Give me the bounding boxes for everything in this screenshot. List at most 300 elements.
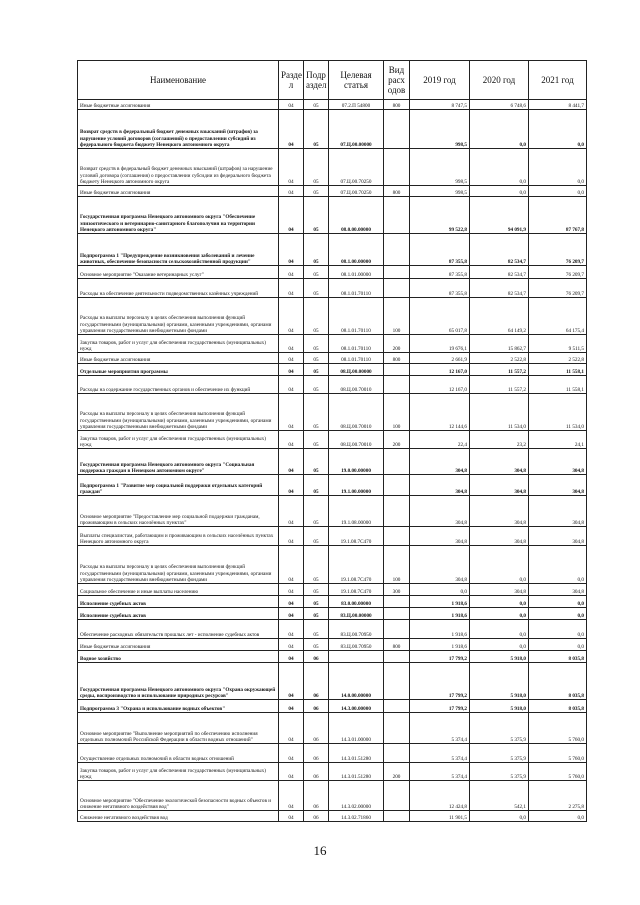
table-cell-podrazdel: 05 xyxy=(304,449,329,475)
table-cell-name: Основное мероприятие "Оказание ветеринарных услуг" xyxy=(78,266,279,279)
table-cell-razdel: 04 xyxy=(279,394,304,431)
table-cell-target-article: 07.Ц.00.00000 xyxy=(329,110,384,149)
table-cell-2020: 0,0 xyxy=(470,639,529,651)
table-cell-razdel: 04 xyxy=(279,527,304,546)
table-cell-2021: 0,0 xyxy=(529,546,587,584)
table-cell-expense-type xyxy=(384,364,410,376)
table-cell-2020: 304,8 xyxy=(470,527,529,546)
table-cell-razdel: 04 xyxy=(279,149,304,186)
table-cell-2019: 5 374,4 xyxy=(410,763,470,781)
table-row xyxy=(78,335,587,353)
table-cell-2019: 87 355,8 xyxy=(410,279,470,298)
table-cell-expense-type xyxy=(384,496,410,527)
table-cell-target-article: 08.1.00.00000 xyxy=(329,234,384,266)
table-cell-podrazdel: 05 xyxy=(304,608,329,620)
table-row xyxy=(78,744,587,763)
table-cell-podrazdel: 05 xyxy=(304,110,329,149)
table-cell-expense-type xyxy=(384,596,410,608)
table-cell-razdel: 04 xyxy=(279,596,304,608)
table-row xyxy=(78,475,587,496)
table-cell-2021: 76 209,7 xyxy=(529,279,587,298)
table-cell-2021: 5 760,0 xyxy=(529,763,587,781)
table-cell-podrazdel: 05 xyxy=(304,100,329,110)
table-cell-expense-type xyxy=(384,811,410,822)
table-row xyxy=(78,608,587,620)
table-cell-podrazdel: 05 xyxy=(304,353,329,364)
table-cell-podrazdel: 06 xyxy=(304,651,329,663)
table-cell-razdel: 04 xyxy=(279,475,304,496)
table-cell-podrazdel: 05 xyxy=(304,546,329,584)
table-cell-2021: 76 209,7 xyxy=(529,234,587,266)
table-cell-2019: 17 799,2 xyxy=(410,651,470,663)
table-row xyxy=(78,546,587,584)
table-cell-2021: 0,0 xyxy=(529,620,587,639)
table-cell-podrazdel: 05 xyxy=(304,584,329,596)
table-cell-2019: 12 144,6 xyxy=(410,394,470,431)
table-cell-target-article: 14.3.02.00000 xyxy=(329,781,384,811)
table-row xyxy=(78,353,587,364)
table-cell-target-article: 08.1.01.70110 xyxy=(329,279,384,298)
table-cell-expense-type: 200 xyxy=(384,335,410,353)
table-cell-target-article: 83.Ц.00.70950 xyxy=(329,620,384,639)
table-cell-razdel: 04 xyxy=(279,584,304,596)
table-cell-name: Закупка товаров, работ и услуг для обеспечения государственных (муниципальных) нужд xyxy=(78,335,279,353)
table-cell-podrazdel: 06 xyxy=(304,763,329,781)
table-cell-2019: 1 918,6 xyxy=(410,620,470,639)
table-cell-2021: 76 209,7 xyxy=(529,266,587,279)
table-cell-razdel: 04 xyxy=(279,651,304,663)
table-row xyxy=(78,596,587,608)
table-cell-2019: 1 918,6 xyxy=(410,608,470,620)
table-cell-podrazdel: 05 xyxy=(304,364,329,376)
table-cell-2020: 0,0 xyxy=(470,110,529,149)
table-cell-2020: 0,0 xyxy=(470,608,529,620)
table-cell-podrazdel: 05 xyxy=(304,394,329,431)
table-cell-expense-type xyxy=(384,663,410,700)
table-cell-2021: 0,0 xyxy=(529,596,587,608)
table-cell-2019: 5 374,4 xyxy=(410,744,470,763)
table-cell-name: Расходы на обеспечение деятельности подведомственных казённых учреждений xyxy=(78,279,279,298)
table-cell-razdel: 04 xyxy=(279,639,304,651)
table-cell-2020: 0,0 xyxy=(470,546,529,584)
table-cell-razdel: 04 xyxy=(279,713,304,744)
table-row xyxy=(78,620,587,639)
table-cell-target-article: 14.0.00.00000 xyxy=(329,663,384,700)
table-cell-razdel: 04 xyxy=(279,546,304,584)
table-cell-name: Государственная программа Ненецкого автономного округа "Социальная поддержка граждан в Ненецком автономном округе" xyxy=(78,449,279,475)
table-cell-2020: 94 091,9 xyxy=(470,197,529,234)
table-cell-2021: 0,0 xyxy=(529,608,587,620)
table-cell-expense-type: 800 xyxy=(384,100,410,110)
table-cell-2021: 8 035,8 xyxy=(529,700,587,713)
table-cell-target-article: 83.0.00.00000 xyxy=(329,596,384,608)
table-cell-2020: 15 862,7 xyxy=(470,335,529,353)
table-cell-name: Отдельные мероприятия программы xyxy=(78,364,279,376)
table-cell-name: Иные бюджетные ассигнования xyxy=(78,100,279,110)
table-cell-2019: 87 355,8 xyxy=(410,234,470,266)
table-cell-name: Исполнение судебных актов xyxy=(78,596,279,608)
table-cell-podrazdel: 05 xyxy=(304,620,329,639)
budget-table-sheet xyxy=(77,60,586,822)
table-row xyxy=(78,527,587,546)
table-cell-target-article: 08.Ц.00.70010 xyxy=(329,376,384,394)
table-cell-podrazdel: 05 xyxy=(304,596,329,608)
table-cell-2019: 17 799,2 xyxy=(410,700,470,713)
table-cell-2021: 0,0 xyxy=(529,811,587,822)
table-cell-target-article: 08.1.01.70110 xyxy=(329,335,384,353)
table-cell-razdel: 04 xyxy=(279,376,304,394)
table-cell-target-article: 14.3.02.71860 xyxy=(329,811,384,822)
table-cell-2019: 304,8 xyxy=(410,527,470,546)
header-2021: 2021 год xyxy=(529,61,587,100)
table-cell-razdel: 04 xyxy=(279,431,304,449)
table-cell-2020: 82 534,7 xyxy=(470,266,529,279)
table-cell-2020: 304,8 xyxy=(470,475,529,496)
table-cell-podrazdel: 06 xyxy=(304,663,329,700)
table-cell-name: Выплаты специалистам, работающим и проживающим в сельских населённых пунктах Ненецкого автономного округа xyxy=(78,527,279,546)
table-cell-podrazdel: 05 xyxy=(304,234,329,266)
table-cell-razdel: 04 xyxy=(279,781,304,811)
table-cell-razdel: 04 xyxy=(279,663,304,700)
table-cell-target-article: 83.Ц.00.00000 xyxy=(329,608,384,620)
table-cell-target-article: 14.3.00.00000 xyxy=(329,700,384,713)
table-cell-name: Основное мероприятие "Обеспечение экологической безопасности водных объектов и снижение негативного воздействия вод" xyxy=(78,781,279,811)
table-row xyxy=(78,394,587,431)
table-cell-2021: 11 534,0 xyxy=(529,394,587,431)
table-cell-2020: 5 918,0 xyxy=(470,651,529,663)
table-cell-2021: 64 175,4 xyxy=(529,298,587,335)
header-name: Наименование xyxy=(78,61,279,100)
header-expense-type: Вид расх одов xyxy=(384,61,410,100)
table-cell-2020: 304,8 xyxy=(470,449,529,475)
table-row xyxy=(78,663,587,700)
table-cell-expense-type: 100 xyxy=(384,298,410,335)
table-cell-razdel: 04 xyxy=(279,298,304,335)
table-cell-2020: 0,0 xyxy=(470,620,529,639)
table-cell-expense-type: 800 xyxy=(384,353,410,364)
table-cell-razdel: 04 xyxy=(279,266,304,279)
table-cell-2021: 0,0 xyxy=(529,110,587,149)
table-cell-name: Социальное обеспечение и иные выплаты населению xyxy=(78,584,279,596)
table-cell-2021: 304,8 xyxy=(529,449,587,475)
table-cell-2019: 12 424,8 xyxy=(410,781,470,811)
table-cell-name: Закупка товаров, работ и услуг для обеспечения государственных (муниципальных) нужд xyxy=(78,431,279,449)
table-cell-target-article: 08.Ц.00.00000 xyxy=(329,364,384,376)
table-cell-podrazdel: 06 xyxy=(304,811,329,822)
table-row xyxy=(78,651,587,663)
table-cell-2021: 9 511,5 xyxy=(529,335,587,353)
table-cell-2021: 87 767,8 xyxy=(529,197,587,234)
table-cell-2020: 64 149,2 xyxy=(470,298,529,335)
table-cell-2019: 17 799,2 xyxy=(410,663,470,700)
table-cell-2019: 99 522,8 xyxy=(410,197,470,234)
header-target-article: Целевая статья xyxy=(329,61,384,100)
table-cell-name: Расходы на содержание государственных органов и обеспечение их функций xyxy=(78,376,279,394)
table-cell-podrazdel: 06 xyxy=(304,713,329,744)
table-cell-podrazdel: 05 xyxy=(304,298,329,335)
table-cell-2019: 19 676,1 xyxy=(410,335,470,353)
table-cell-expense-type xyxy=(384,376,410,394)
table-cell-2019: 998,5 xyxy=(410,149,470,186)
header-podrazdel: Подр аздел xyxy=(304,61,329,100)
table-cell-razdel: 04 xyxy=(279,744,304,763)
table-cell-2021: 304,8 xyxy=(529,475,587,496)
table-cell-podrazdel: 05 xyxy=(304,279,329,298)
table-cell-target-article: 19.1.08.7С470 xyxy=(329,546,384,584)
table-cell-2021: 2 522,8 xyxy=(529,353,587,364)
table-cell-2019: 304,8 xyxy=(410,475,470,496)
table-cell-2020: 2 522,8 xyxy=(470,353,529,364)
table-cell-razdel: 04 xyxy=(279,364,304,376)
table-cell-name: Осуществление отдельных полномочий в области водных отношений xyxy=(78,744,279,763)
table-row xyxy=(78,639,587,651)
table-cell-name: Снижение негативного воздействия вод xyxy=(78,811,279,822)
table-cell-2019: 998,5 xyxy=(410,186,470,197)
table-row xyxy=(78,298,587,335)
table-cell-2020: 82 534,7 xyxy=(470,279,529,298)
table-cell-name: Иные бюджетные ассигнования xyxy=(78,186,279,197)
table-cell-2019: 0,0 xyxy=(410,584,470,596)
table-cell-2019: 998,5 xyxy=(410,110,470,149)
table-cell-name: Иные бюджетные ассигнования xyxy=(78,639,279,651)
budget-table xyxy=(77,60,587,822)
table-cell-2021: 304,8 xyxy=(529,496,587,527)
table-cell-razdel: 04 xyxy=(279,496,304,527)
table-cell-target-article: 08.1.01.00000 xyxy=(329,266,384,279)
header-2020: 2020 год xyxy=(470,61,529,100)
table-cell-2021: 24,1 xyxy=(529,431,587,449)
table-cell-name: Государственная программа Ненецкого автономного округа "Обеспечение эпизоотического и ветеринарно-санитарного благополучия на территории Ненецкого автономного округа" xyxy=(78,197,279,234)
table-cell-razdel: 04 xyxy=(279,100,304,110)
table-cell-name: Возврат средств в федеральный бюджет денежных взысканий (штрафов) за нарушение условий договоров (соглашений) о предоставлении субсидий из федерального бюджета бюджету Ненецкого автономного округа xyxy=(78,110,279,149)
table-row xyxy=(78,496,587,527)
table-cell-2020: 5 375,9 xyxy=(470,763,529,781)
table-cell-2020: 304,8 xyxy=(470,496,529,527)
table-cell-2020: 542,1 xyxy=(470,781,529,811)
table-cell-name: Государственная программа Ненецкого автономного округа "Охрана окружающей среды, воспроизводство и использование природных ресурсов" xyxy=(78,663,279,700)
table-cell-2020: 11 534,0 xyxy=(470,394,529,431)
table-cell-2020: 0,0 xyxy=(470,186,529,197)
table-cell-2020: 11 557,2 xyxy=(470,376,529,394)
table-cell-name: Основное мероприятие "Выполнение мероприятий по обеспечению исполнения отдельных полномочий Российской Федерации в области водных отношений" xyxy=(78,713,279,744)
table-cell-2019: 22,4 xyxy=(410,431,470,449)
table-cell-expense-type: 200 xyxy=(384,431,410,449)
table-cell-podrazdel: 05 xyxy=(304,475,329,496)
table-cell-2021: 5 760,0 xyxy=(529,713,587,744)
table-cell-expense-type: 100 xyxy=(384,394,410,431)
table-cell-expense-type xyxy=(384,744,410,763)
table-cell-razdel: 04 xyxy=(279,449,304,475)
table-cell-2021: 2 275,8 xyxy=(529,781,587,811)
header-razdel: Разде л xyxy=(279,61,304,100)
table-cell-2021: 304,8 xyxy=(529,527,587,546)
table-cell-2021: 8 035,8 xyxy=(529,663,587,700)
table-row xyxy=(78,781,587,811)
table-cell-2021: 11 558,1 xyxy=(529,376,587,394)
table-cell-razdel: 04 xyxy=(279,763,304,781)
table-cell-2021: 304,8 xyxy=(529,584,587,596)
table-cell-expense-type: 300 xyxy=(384,584,410,596)
table-cell-2019: 304,8 xyxy=(410,449,470,475)
table-cell-expense-type xyxy=(384,266,410,279)
table-row xyxy=(78,376,587,394)
table-cell-expense-type xyxy=(384,527,410,546)
table-cell-expense-type: 800 xyxy=(384,186,410,197)
table-header-row xyxy=(78,61,587,100)
table-cell-razdel: 04 xyxy=(279,811,304,822)
table-cell-expense-type xyxy=(384,651,410,663)
table-cell-podrazdel: 05 xyxy=(304,496,329,527)
table-cell-expense-type xyxy=(384,713,410,744)
table-cell-target-article: 14.3.01.51280 xyxy=(329,763,384,781)
table-cell-razdel: 04 xyxy=(279,335,304,353)
table-cell-2020: 0,0 xyxy=(470,811,529,822)
table-cell-target-article xyxy=(329,651,384,663)
table-cell-podrazdel: 05 xyxy=(304,149,329,186)
table-cell-2019: 8 747,5 xyxy=(410,100,470,110)
table-row xyxy=(78,431,587,449)
table-cell-expense-type xyxy=(384,279,410,298)
table-cell-podrazdel: 05 xyxy=(304,527,329,546)
table-cell-target-article: 83.Ц.00.70950 xyxy=(329,639,384,651)
table-cell-2020: 0,0 xyxy=(470,149,529,186)
table-cell-podrazdel: 05 xyxy=(304,197,329,234)
table-cell-razdel: 04 xyxy=(279,186,304,197)
table-cell-razdel: 04 xyxy=(279,197,304,234)
table-cell-2019: 2 661,9 xyxy=(410,353,470,364)
table-cell-target-article: 19.1.08.7С470 xyxy=(329,584,384,596)
table-cell-2019: 87 355,8 xyxy=(410,266,470,279)
table-cell-podrazdel: 05 xyxy=(304,431,329,449)
table-cell-2019: 5 374,4 xyxy=(410,713,470,744)
table-cell-2021: 8 441,7 xyxy=(529,100,587,110)
table-row xyxy=(78,811,587,822)
table-cell-razdel: 04 xyxy=(279,279,304,298)
header-2019: 2019 год xyxy=(410,61,470,100)
table-row xyxy=(78,149,587,186)
table-cell-expense-type xyxy=(384,110,410,149)
table-cell-name: Иные бюджетные ассигнования xyxy=(78,353,279,364)
table-cell-2020: 11 557,2 xyxy=(470,364,529,376)
table-cell-target-article: 19.1.00.00000 xyxy=(329,475,384,496)
table-cell-podrazdel: 06 xyxy=(304,744,329,763)
table-cell-razdel: 04 xyxy=(279,353,304,364)
table-cell-name: Подпрограмма 1 "Развитие мер социальной поддержки отдельных категорий граждан" xyxy=(78,475,279,496)
table-row xyxy=(78,234,587,266)
table-cell-podrazdel: 06 xyxy=(304,700,329,713)
table-cell-2020: 5 375,9 xyxy=(470,713,529,744)
table-cell-name: Обеспечение расходных обязательств прошлых лет - исполнение судебных актов xyxy=(78,620,279,639)
table-cell-expense-type xyxy=(384,608,410,620)
table-row xyxy=(78,700,587,713)
table-row xyxy=(78,364,587,376)
table-cell-2021: 11 558,1 xyxy=(529,364,587,376)
table-cell-podrazdel: 05 xyxy=(304,639,329,651)
table-cell-2021: 8 035,8 xyxy=(529,651,587,663)
table-cell-2020: 5 918,0 xyxy=(470,663,529,700)
table-cell-razdel: 04 xyxy=(279,234,304,266)
table-cell-target-article: 07.2.П 54800 xyxy=(329,100,384,110)
table-cell-podrazdel: 05 xyxy=(304,186,329,197)
table-cell-target-article: 19.1.08.00000 xyxy=(329,496,384,527)
table-cell-2021: 0,0 xyxy=(529,639,587,651)
table-cell-razdel: 04 xyxy=(279,620,304,639)
table-cell-2020: 5 918,0 xyxy=(470,700,529,713)
table-cell-2020: 304,8 xyxy=(470,584,529,596)
table-row xyxy=(78,110,587,149)
table-row xyxy=(78,197,587,234)
table-cell-2019: 304,8 xyxy=(410,546,470,584)
table-cell-expense-type xyxy=(384,781,410,811)
table-row xyxy=(78,100,587,110)
page-number: 16 xyxy=(313,843,327,858)
table-cell-expense-type xyxy=(384,620,410,639)
table-cell-podrazdel: 06 xyxy=(304,781,329,811)
table-cell-target-article: 08.Ц.00.70010 xyxy=(329,431,384,449)
table-cell-2019: 304,8 xyxy=(410,496,470,527)
table-cell-name: Исполнение судебных актов xyxy=(78,608,279,620)
table-row xyxy=(78,763,587,781)
table-cell-2021: 5 760,0 xyxy=(529,744,587,763)
table-cell-razdel: 04 xyxy=(279,608,304,620)
table-cell-2020: 23,2 xyxy=(470,431,529,449)
table-body xyxy=(78,100,587,822)
table-cell-name: Закупка товаров, работ и услуг для обеспечения государственных (муниципальных) нужд xyxy=(78,763,279,781)
table-cell-2019: 12 167,0 xyxy=(410,376,470,394)
table-cell-name: Основное мероприятие "Предоставление мер социальной поддержки гражданам, проживающим в сельских населённых пунктах" xyxy=(78,496,279,527)
table-cell-target-article: 07.Ц.00.70250 xyxy=(329,149,384,186)
table-cell-expense-type xyxy=(384,475,410,496)
table-cell-2019: 11 901,5 xyxy=(410,811,470,822)
table-row xyxy=(78,449,587,475)
table-cell-razdel: 04 xyxy=(279,110,304,149)
table-cell-podrazdel: 05 xyxy=(304,266,329,279)
table-cell-name: Расходы на выплаты персоналу в целях обеспечения выполнения функций государственными (муниципальными) органами, казенными учреждениями, органами управления государственными внебюджетными фондами xyxy=(78,546,279,584)
table-cell-expense-type xyxy=(384,234,410,266)
table-cell-2019: 65 017,8 xyxy=(410,298,470,335)
table-cell-target-article: 14.3.01.00000 xyxy=(329,713,384,744)
table-row xyxy=(78,186,587,197)
table-cell-name: Расходы на выплаты персоналу в целях обеспечения выполнения функций государственными (муниципальными) органами, казенными учреждениями, органами управления государственными внебюджетными фондами xyxy=(78,394,279,431)
table-cell-name: Возврат средств в федеральный бюджет денежных взысканий (штрафов) за нарушение условий договора (соглашения) о предоставлении субсидии из федерального бюджета бюджету Ненецкого автономного округа xyxy=(78,149,279,186)
table-cell-expense-type: 800 xyxy=(384,639,410,651)
table-cell-expense-type: 200 xyxy=(384,763,410,781)
table-cell-expense-type: 100 xyxy=(384,546,410,584)
table-cell-2021: 0,0 xyxy=(529,186,587,197)
table-cell-2020: 6 748,6 xyxy=(470,100,529,110)
table-cell-target-article: 08.0.00.00000 xyxy=(329,197,384,234)
table-cell-target-article: 19.1.08.7С470 xyxy=(329,527,384,546)
table-cell-2019: 1 918,6 xyxy=(410,596,470,608)
table-cell-2019: 12 167,0 xyxy=(410,364,470,376)
table-cell-podrazdel: 05 xyxy=(304,376,329,394)
table-cell-name: Подпрограмма 3 "Охрана и использование водных объектов" xyxy=(78,700,279,713)
table-cell-2020: 5 375,9 xyxy=(470,744,529,763)
table-cell-target-article: 14.3.01.51280 xyxy=(329,744,384,763)
table-cell-target-article: 08.1.01.70110 xyxy=(329,353,384,364)
table-cell-expense-type xyxy=(384,197,410,234)
table-cell-target-article: 08.Ц.00.70010 xyxy=(329,394,384,431)
table-cell-name: Подпрограмма 1 "Предупреждение возникновения заболеваний и лечение животных, обеспечение безопасности сельскохозяйственной продукции" xyxy=(78,234,279,266)
table-cell-target-article: 07.Ц.00.70250 xyxy=(329,186,384,197)
table-row xyxy=(78,713,587,744)
table-cell-name: Водное хозяйство xyxy=(78,651,279,663)
table-cell-2020: 82 534,7 xyxy=(470,234,529,266)
table-row xyxy=(78,266,587,279)
table-cell-2019: 1 918,6 xyxy=(410,639,470,651)
table-cell-expense-type xyxy=(384,149,410,186)
table-cell-expense-type xyxy=(384,700,410,713)
